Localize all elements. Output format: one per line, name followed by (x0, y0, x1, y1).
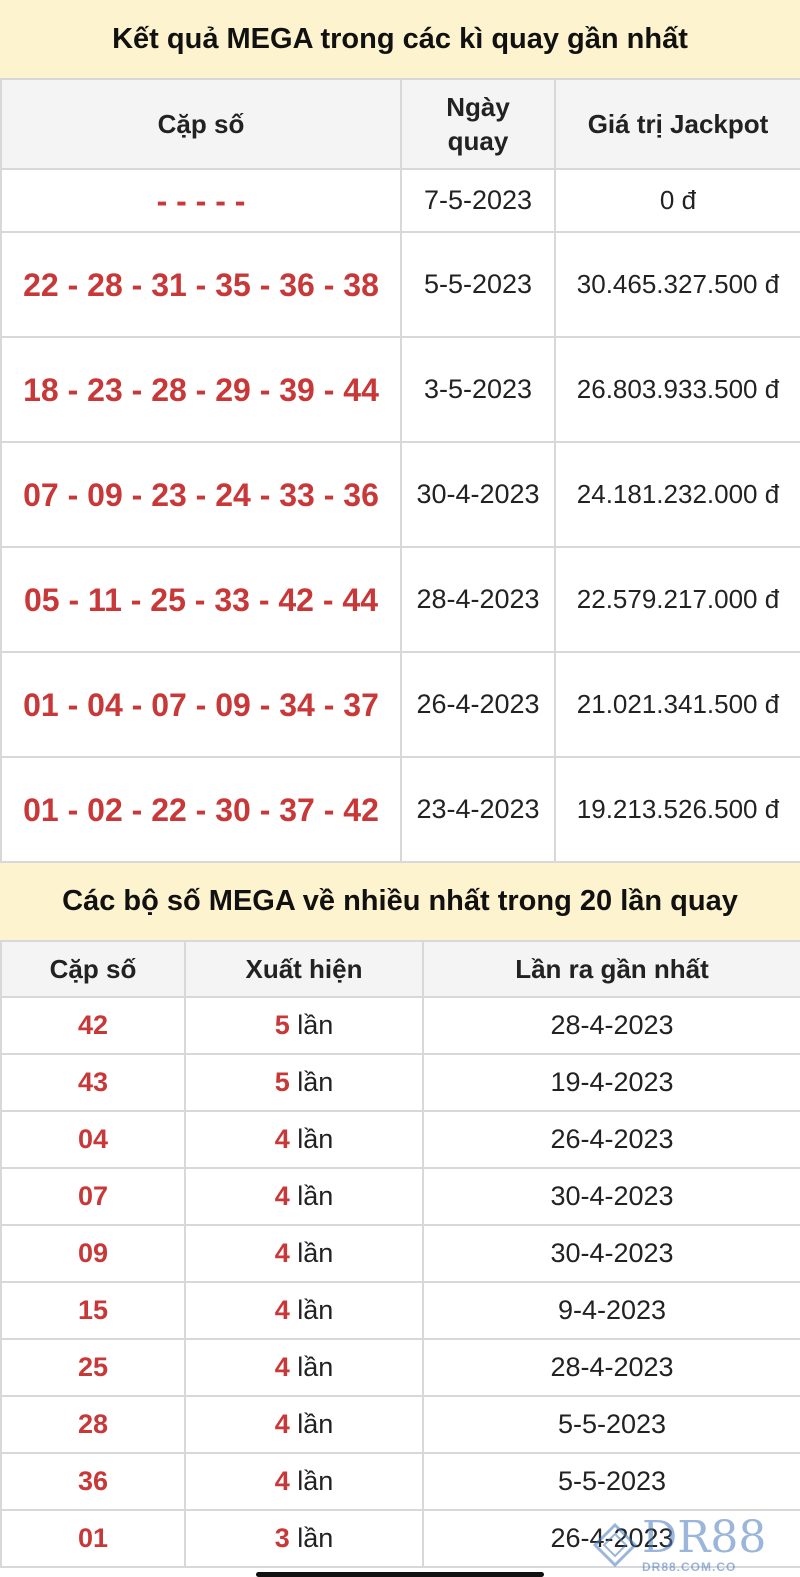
appearance-count (185, 1168, 423, 1225)
number-pair: 28 (1, 1396, 185, 1453)
results-title: Kết quả MEGA trong các kì quay gần nhất (0, 0, 800, 78)
jackpot-value: 19.213.526.500 đ (555, 757, 800, 862)
last-draw-date: 30-4-2023 (423, 1168, 800, 1225)
results-row (1, 757, 800, 862)
last-draw-date: 19-4-2023 (423, 1054, 800, 1111)
col-header-date: Ngày quay (401, 79, 555, 169)
frequent-row (1, 1225, 800, 1282)
last-draw-date: 5-5-2023 (423, 1396, 800, 1453)
draw-date: 28-4-2023 (401, 547, 555, 652)
jackpot-value: 22.579.217.000 đ (555, 547, 800, 652)
results-row (1, 442, 800, 547)
jackpot-value: 21.021.341.500 đ (555, 652, 800, 757)
count-unit: lần (297, 1295, 334, 1325)
count-unit: lần (297, 1181, 334, 1211)
number-pair: 25 (1, 1339, 185, 1396)
watermark (592, 1512, 792, 1575)
number-pair: 04 (1, 1111, 185, 1168)
drawn-numbers: 01 - 04 - 07 - 09 - 34 - 37 (1, 652, 401, 757)
jackpot-value: 26.803.933.500 đ (555, 337, 800, 442)
drawn-numbers: 07 - 09 - 23 - 24 - 33 - 36 (1, 442, 401, 547)
results-row (1, 652, 800, 757)
count-value: 4 (274, 1124, 290, 1154)
jackpot-value: 24.181.232.000 đ (555, 442, 800, 547)
drawn-numbers: 18 - 23 - 28 - 29 - 39 - 44 (1, 337, 401, 442)
frequent-row (1, 1168, 800, 1225)
count-unit: lần (297, 1523, 334, 1553)
count-value: 4 (274, 1352, 290, 1382)
results-row (1, 547, 800, 652)
draw-date: 7-5-2023 (401, 169, 555, 232)
jackpot-value: 0 đ (555, 169, 800, 232)
count-unit: lần (297, 1238, 334, 1268)
frequent-row (1, 1054, 800, 1111)
drawn-numbers: 22 - 28 - 31 - 35 - 36 - 38 (1, 232, 401, 337)
col-header-pair: Cặp số (1, 941, 185, 997)
count-value: 3 (274, 1523, 290, 1553)
frequent-row (1, 1111, 800, 1168)
appearance-count (185, 1510, 423, 1567)
col-header-appear: Xuất hiện (185, 941, 423, 997)
appearance-count (185, 1453, 423, 1510)
last-draw-date: 5-5-2023 (423, 1453, 800, 1510)
count-value: 4 (274, 1466, 290, 1496)
drawn-numbers: 05 - 11 - 25 - 33 - 42 - 44 (1, 547, 401, 652)
col-header-pair: Cặp số (1, 79, 401, 169)
frequent-row (1, 1453, 800, 1510)
number-pair: 36 (1, 1453, 185, 1510)
number-pair: 01 (1, 1510, 185, 1567)
last-draw-date: 26-4-2023 (423, 1510, 800, 1567)
appearance-count (185, 1111, 423, 1168)
col-header-jackpot: Giá trị Jackpot (555, 79, 800, 169)
number-pair: 15 (1, 1282, 185, 1339)
appearance-count (185, 1396, 423, 1453)
watermark-brand: DR88 (642, 1512, 767, 1563)
results-row (1, 232, 800, 337)
count-value: 4 (274, 1181, 290, 1211)
last-draw-date: 28-4-2023 (423, 1339, 800, 1396)
draw-date: 26-4-2023 (401, 652, 555, 757)
count-value: 4 (274, 1238, 290, 1268)
appearance-count (185, 1339, 423, 1396)
results-table (0, 78, 800, 863)
appearance-count (185, 1054, 423, 1111)
count-value: 5 (274, 1067, 290, 1097)
col-header-last: Lần ra gần nhất (423, 941, 800, 997)
last-draw-date: 28-4-2023 (423, 997, 800, 1054)
draw-date: 5-5-2023 (401, 232, 555, 337)
drawn-numbers: 01 - 02 - 22 - 30 - 37 - 42 (1, 757, 401, 862)
number-pair: 07 (1, 1168, 185, 1225)
last-draw-date: 26-4-2023 (423, 1111, 800, 1168)
count-unit: lần (297, 1352, 334, 1382)
home-indicator[interactable] (256, 1572, 544, 1577)
last-draw-date: 9-4-2023 (423, 1282, 800, 1339)
draw-date: 30-4-2023 (401, 442, 555, 547)
frequent-row (1, 1339, 800, 1396)
count-unit: lần (297, 1409, 334, 1439)
count-unit: lần (297, 1067, 334, 1097)
number-pair: 09 (1, 1225, 185, 1282)
frequent-title: Các bộ số MEGA về nhiều nhất trong 20 lần quay (0, 863, 800, 940)
frequent-row (1, 1282, 800, 1339)
jackpot-value: 30.465.327.500 đ (555, 232, 800, 337)
results-row (1, 337, 800, 442)
count-value: 5 (274, 1010, 290, 1040)
frequent-row (1, 1396, 800, 1453)
frequent-header-row (1, 941, 800, 997)
frequent-table (0, 940, 800, 1568)
count-unit: lần (297, 1466, 334, 1496)
appearance-count (185, 1282, 423, 1339)
count-value: 4 (274, 1295, 290, 1325)
appearance-count (185, 1225, 423, 1282)
number-pair: 42 (1, 997, 185, 1054)
count-unit: lần (297, 1010, 334, 1040)
count-unit: lần (297, 1124, 334, 1154)
drawn-numbers: - - - - - (1, 169, 401, 232)
count-value: 4 (274, 1409, 290, 1439)
draw-date: 3-5-2023 (401, 337, 555, 442)
appearance-count (185, 997, 423, 1054)
watermark-domain: DR88.COM.CO (642, 1560, 737, 1574)
diamond-logo-icon (592, 1522, 638, 1568)
number-pair: 43 (1, 1054, 185, 1111)
results-row (1, 169, 800, 232)
last-draw-date: 30-4-2023 (423, 1225, 800, 1282)
draw-date: 23-4-2023 (401, 757, 555, 862)
results-header-row (1, 79, 800, 169)
frequent-row (1, 997, 800, 1054)
